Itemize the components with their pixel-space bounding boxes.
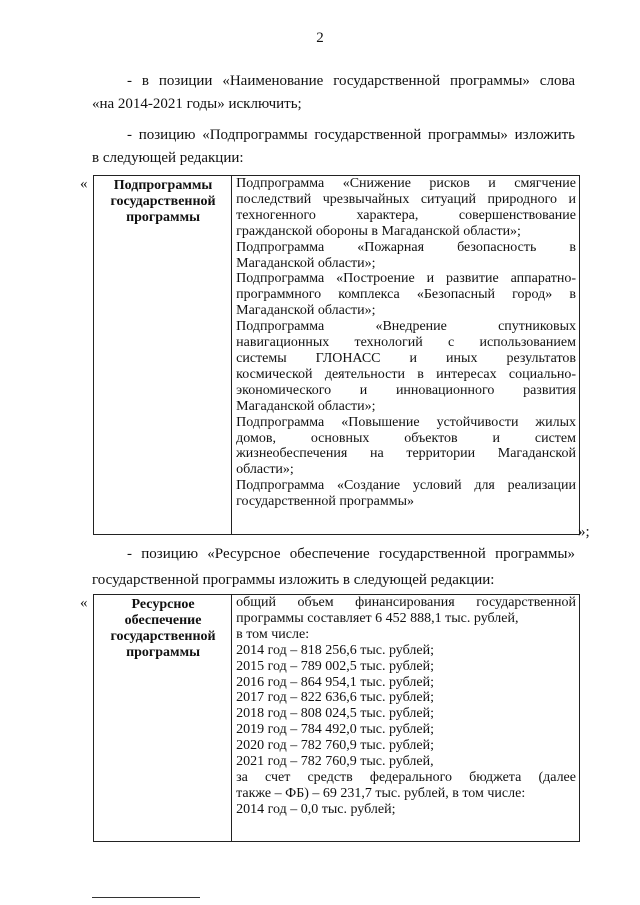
- label-line: обеспечение: [124, 612, 202, 628]
- text-line: техногенного характера, совершенствование: [236, 207, 576, 223]
- subprograms-value-cell: [232, 176, 580, 535]
- label-line: программы: [126, 644, 201, 660]
- subprograms-table: [93, 175, 580, 535]
- text-line: Подпрограмма «Снижение рисков и смягчение: [236, 176, 576, 191]
- year-amount: 2016 год – 864 954,1 тыс. рублей;: [236, 674, 434, 690]
- text-line: Подпрограмма «Построение и развитие аппаратно-: [236, 271, 576, 287]
- year-amount: 2014 год – 0,0 тыс. рублей;: [236, 801, 396, 817]
- text-line: государственной программы»: [236, 494, 414, 510]
- year-amount: 2015 год – 789 002,5 тыс. рублей;: [236, 658, 434, 674]
- text-line: области»;: [236, 462, 294, 478]
- label-line: государственной: [110, 193, 216, 209]
- opening-quote: «: [80, 176, 88, 192]
- year-amount: 2020 год – 782 760,9 тыс. рублей;: [236, 738, 434, 754]
- label-line: программы: [126, 209, 201, 225]
- paragraph-line: в следующей редакции:: [92, 150, 244, 166]
- text-line: Магаданской области»;: [236, 255, 376, 271]
- text-line: жизнеобеспечения на территории Магаданской: [236, 446, 576, 462]
- resources-label-cell: [94, 595, 232, 842]
- year-amount: 2021 год – 782 760,9 тыс. рублей,: [236, 754, 434, 770]
- label-line: Подпрограммы: [113, 178, 213, 193]
- subprogram-item: [236, 478, 576, 510]
- text-line: системы ГЛОНАСС и иных результатов: [236, 350, 576, 366]
- resources-table: [93, 594, 580, 842]
- subprogram-item: [236, 271, 576, 319]
- text-line: домов, основных объектов и систем: [236, 430, 576, 446]
- text-line: экономического и инновационного развития: [236, 382, 576, 398]
- text-line: Подпрограмма «Пожарная безопасность в: [236, 239, 576, 255]
- year-amount: 2017 год – 822 636,6 тыс. рублей;: [236, 690, 434, 706]
- label-line: Ресурсное: [131, 597, 195, 612]
- text-line: программы составляет 6 452 888,1 тыс. рублей,: [236, 610, 519, 626]
- paragraph-line: - позицию «Подпрограммы государственной программы» изложить: [127, 127, 575, 143]
- subprogram-item: [236, 415, 576, 479]
- year-amount: 2018 год – 808 024,5 тыс. рублей;: [236, 706, 434, 722]
- text-line: Подпрограмма «Создание условий для реализации: [236, 478, 576, 494]
- closing-quote: »;: [578, 524, 590, 540]
- paragraph-line: «на 2014-2021 годы» исключить;: [92, 96, 302, 112]
- page-number: 2: [316, 30, 324, 46]
- subprograms-label-cell: [94, 176, 232, 535]
- subprogram-item: [236, 319, 576, 414]
- paragraph-line: - позицию «Ресурсное обеспечение государственной программы»: [127, 546, 575, 562]
- paragraph-line: - в позиции «Наименование государственной программы» слова: [127, 73, 575, 89]
- text-line: космической деятельности в интересах социально-: [236, 366, 576, 382]
- text-line: за счет средств федерального бюджета (далее: [236, 769, 576, 785]
- footer-divider: [92, 897, 200, 898]
- text-line: в том числе:: [236, 626, 310, 642]
- text-line: программного комплекса «Безопасный город» в: [236, 287, 576, 303]
- text-line: Магаданской области»;: [236, 398, 376, 414]
- text-line: Подпрограмма «Внедрение спутниковых: [236, 319, 576, 335]
- text-line: общий объем финансирования государственной: [236, 595, 576, 610]
- subprogram-item: [236, 240, 576, 272]
- text-line: также – ФБ) – 69 231,7 тыс. рублей, в том числе:: [236, 785, 526, 801]
- text-line: последствий чрезвычайных ситуаций природного и: [236, 191, 576, 207]
- paragraph-line: государственной программы изложить в следующей редакции:: [92, 572, 495, 588]
- year-amount: 2019 год – 784 492,0 тыс. рублей;: [236, 722, 434, 738]
- text-line: гражданской обороны в Магаданской области»;: [236, 223, 521, 239]
- opening-quote: «: [80, 595, 88, 611]
- text-line: Магаданской области»;: [236, 303, 376, 319]
- resources-value-cell: [232, 595, 580, 842]
- text-line: Подпрограмма «Повышение устойчивости жилых: [236, 414, 576, 430]
- text-line: навигационных технологий с использованием: [236, 335, 576, 351]
- subprogram-item: [236, 176, 576, 240]
- label-line: государственной: [110, 628, 216, 644]
- year-amount: 2014 год – 818 256,6 тыс. рублей;: [236, 642, 434, 658]
